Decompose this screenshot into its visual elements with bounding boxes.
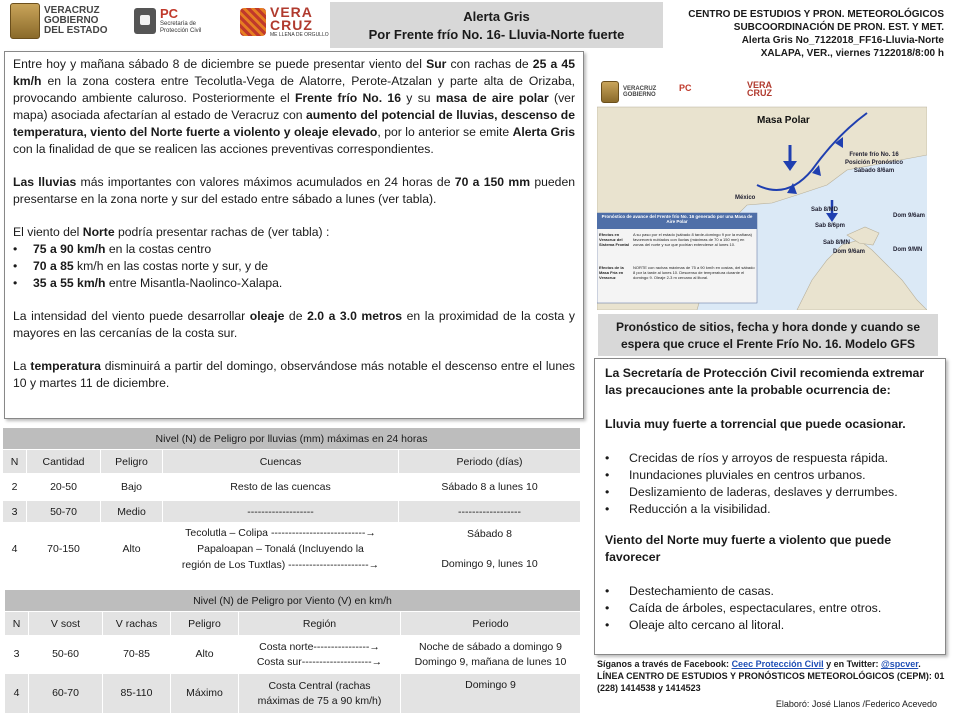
emphasis-text: Norte: [82, 225, 115, 239]
veracruz-logo: [10, 3, 108, 39]
body-text: disminuirá a partir del domingo, observándose más notable el descenso entre el lunes 10 y martes 11 de diciembre.: [13, 359, 575, 390]
rain-cell-peligro: Medio: [101, 501, 163, 523]
region-line: máximas de 75 a 90 km/h): [257, 694, 382, 707]
rain-cell-periodo: Sábado 8 a lunes 10: [399, 474, 581, 501]
emphasis-text: 75 a 90 km/h: [33, 242, 106, 256]
map-position-label: Sab 8/6pm: [815, 223, 846, 229]
table-row: [5, 636, 581, 674]
body-text: con la finalidad de que se realicen las acciones preventivas correspondientes.: [13, 142, 434, 156]
rain-cell-cuencas: Resto de las cuencas: [163, 474, 399, 501]
emphasis-text: Las lluvias: [13, 175, 77, 189]
paragraph-temperature: [13, 358, 575, 392]
phone-numbers: (228) 1414538 y 1414523: [597, 683, 701, 693]
map-logo-vera-line: CRUZ: [747, 88, 772, 98]
phone-line-title: LÍNEA CENTRO DE ESTUDIOS Y PRONÓSTICOS METEOROLÓGICOS (CEPM): 01: [597, 671, 945, 681]
map-logo-pc: PC: [679, 83, 692, 93]
emphasis-text: oleaje: [249, 309, 285, 323]
forecast-row-text: A su paso por el estado (sábado 8 tarde-domingo 9 por la mañana) favorecerá nublados con lluvias (máximas de 70 a 150 mm) en zonas del norte y sur que podrían extenderse al lunes 10.: [633, 232, 752, 247]
body-text: La: [13, 359, 31, 373]
wind-header-peligro: Peligro: [171, 612, 239, 636]
periodo-line: Domingo 9, mañana de lunes 10: [414, 655, 567, 668]
list-item: • Destechamiento de casas.: [605, 583, 935, 600]
rain-header-cuencas: Cuencas: [163, 450, 399, 474]
periodo-line: [399, 542, 580, 556]
body-text: en la zona costera entre Tecolutla-Vega de Alatorre, Perote-Atzalan y parte alta de Orizaba, provocando ambiente caluroso. Posteriormente el: [13, 74, 575, 105]
map-label-mexico: México: [735, 195, 756, 201]
rain-header-cantidad: Cantidad: [27, 450, 101, 474]
rain-cell-n: 3: [3, 501, 27, 523]
wind-danger-table: [4, 589, 581, 714]
pc-logo-sub1: Secretaría de: [160, 21, 197, 27]
twitter-suffix: .: [918, 659, 921, 669]
map-position-label: Dom 9/6am: [833, 249, 866, 255]
cuenca-line: región de Los Tuxtlas) -----------------------→: [181, 558, 380, 571]
map-label-masa-polar: Masa Polar: [757, 115, 810, 126]
org-line-4: XALAPA, VER., viernes 7122018/8:00 h: [760, 48, 944, 59]
frente-label-line: Posición Pronóstico: [845, 160, 904, 166]
logo-veracruz-line2: GOBIERNO: [44, 15, 99, 26]
wind-cell-n: 3: [5, 636, 29, 674]
map-veracruz-seal-icon: [601, 81, 619, 103]
body-text: entre Misantla-Naolinco-Xalapa.: [105, 276, 283, 290]
body-text: de: [284, 309, 308, 323]
rain-danger-table: [2, 427, 581, 575]
list-item: • Inundaciones pluviales en centros urbanos.: [605, 467, 935, 484]
cuenca-line: Papaloapan – Tonalá (Incluyendo la: [197, 542, 364, 555]
forecast-table-row: [599, 265, 755, 280]
vera-logo-line1: VERA: [270, 4, 313, 20]
map-caption-text: Pronóstico de sitios, fecha y hora donde y cuando se espera que cruce el Frente Frío No. 16. Modelo GFS: [615, 320, 921, 351]
emphasis-text: 70 a 85: [33, 259, 74, 273]
alert-title: Alerta Gris: [463, 9, 530, 24]
contact-footer: [597, 658, 947, 710]
rain-cell-cantidad: 50-70: [27, 501, 101, 523]
periodo-line: Domingo 9, lunes 10: [441, 557, 538, 570]
periodo-line: Noche de sábado a domingo 9: [418, 640, 563, 653]
forecast-row-label: Efectos en Veracruz del Sistema Frontal: [599, 232, 630, 247]
region-line: Costa norte----------------→: [259, 640, 380, 653]
wind-cell-region: [239, 636, 401, 674]
pc-logo: [134, 6, 201, 35]
wind-bullet-list: [13, 241, 575, 292]
emphasis-text: Alerta Gris: [512, 125, 575, 139]
emphasis-text: aumento del potencial de lluvias, descenso de temperatura, viento del Norte fuerte a violento y oleaje elevado: [13, 108, 576, 139]
rain-cell-n: 4: [3, 523, 27, 575]
paragraph-waves: [13, 308, 575, 342]
pc-shield-icon: [134, 8, 156, 34]
wind-bullet: [13, 275, 575, 292]
wind-heading: Viento del Norte muy fuerte a violento que puede favorecer: [605, 533, 892, 564]
rain-cell-cantidad: 20-50: [27, 474, 101, 501]
body-text: podría presentar rachas de (ver tabla) :: [114, 225, 330, 239]
alert-subtitle: Por Frente frío No. 16- Lluvia-Norte fuerte: [368, 27, 625, 42]
pc-logo-sub2: Protección Civil: [160, 28, 202, 34]
rain-cell-cuencas: [163, 523, 399, 575]
rain-header-periodo: Periodo (días): [399, 450, 581, 474]
wind-cell-peligro: Máximo: [171, 674, 239, 714]
body-text: en la costas centro: [105, 242, 212, 256]
wind-cell-periodo: [401, 636, 581, 674]
emphasis-text: 25 a 45 km/h: [13, 57, 575, 88]
forecast-row-text: NORTE con rachas máximas de 75 a 90 km/h en costas, del sábado 8 por la tarde al lunes 10. Descenso de temperatura durante el domingo 9. Oleaje 2-3 m cercano al litoral.: [633, 265, 755, 280]
map-label-frente: [845, 151, 903, 175]
org-header: [668, 8, 944, 60]
forecast-map: [597, 75, 927, 310]
map-caption: [598, 314, 938, 356]
periodo-line: Domingo 9: [465, 679, 516, 691]
wind-cell-region: [239, 674, 401, 714]
body-text: pueden presentarse en la zona norte y sur del estado entre sábado a lunes (ver tabla).: [13, 175, 575, 206]
facebook-link[interactable]: Ceec Protección Civil: [731, 659, 824, 669]
rain-cell-periodo: ------------------: [399, 501, 581, 523]
emphasis-text: masa de aire polar: [435, 91, 549, 105]
table-row: [5, 674, 581, 714]
table-row: [3, 501, 581, 523]
body-text: El viento del: [13, 225, 83, 239]
wind-cell-vrachas: 85-110: [103, 674, 171, 714]
wind-header-n: N: [5, 612, 29, 636]
wind-cell-vsost: 50-60: [29, 636, 103, 674]
twitter-link[interactable]: @spcver: [880, 659, 919, 669]
body-text: y su: [400, 91, 436, 105]
map-position-label: Sab 8/MD: [811, 207, 839, 213]
emphasis-text: Sur: [426, 57, 447, 71]
list-item: • Deslizamiento de laderas, deslaves y derrumbes.: [605, 484, 935, 501]
map-logo-vera: [747, 81, 772, 97]
body-text: en la proximidad de la costa y mayores en las cercanías de la costa sur.: [13, 309, 575, 340]
forecast-table-title: Pronóstico de avance del Frente frío No. 16 generado por una Masa de Aire Polar: [601, 214, 753, 224]
emphasis-text: 2.0 a 3.0 metros: [307, 309, 403, 323]
wind-header-region: Región: [239, 612, 401, 636]
veracruz-seal-icon: [10, 3, 40, 39]
paragraph-intro: [13, 56, 575, 158]
arrow-head-icon: [826, 213, 838, 222]
rain-heading: Lluvia muy fuerte a torrencial que puede ocasionar.: [605, 417, 906, 431]
body-text: La intensidad del viento puede desarrollar: [13, 309, 250, 323]
forecast-row-label: Efectos de la Masa Fría en Veracruz: [599, 265, 624, 280]
rain-cell-n: 2: [3, 474, 27, 501]
table-row: [3, 523, 581, 575]
region-line: Costa Central (rachas: [268, 679, 371, 692]
map-logo-line: VERACRUZ: [623, 86, 657, 92]
wind-cell-peligro: Alto: [171, 636, 239, 674]
wind-bullet: [13, 258, 575, 275]
map-position-label: Sab 8/MN: [823, 240, 851, 246]
wind-table-title: Nivel (N) de Peligro por Viento (V) en km/h: [5, 590, 581, 612]
map-position-label: Dom 9/MN: [893, 247, 923, 253]
rain-cell-cuencas: -------------------: [163, 501, 399, 523]
region-line: Costa sur--------------------→: [256, 655, 383, 668]
wind-bullet: [13, 241, 575, 258]
rain-cell-periodo: [399, 523, 581, 575]
map-logo-veracruz: [601, 81, 656, 103]
wind-header-vrachas: V rachas: [103, 612, 171, 636]
forecast-table-row: [599, 232, 755, 247]
list-item: • Crecidas de ríos y arroyos de respuesta rápida.: [605, 450, 935, 467]
periodo-line: Sábado 8: [467, 527, 512, 540]
wind-cell-vrachas: 70-85: [103, 636, 171, 674]
paragraph-wind: [13, 224, 575, 241]
logo-veracruz-line1: VERACRUZ: [44, 5, 100, 16]
map-logo-vera-line: VERA: [747, 80, 773, 90]
rain-header-n: N: [3, 450, 27, 474]
emphasis-text: Frente frío No. 16: [294, 91, 401, 105]
emphasis-text: 35 a 55 km/h: [33, 276, 106, 290]
map-position-label: Dom 9/6am: [893, 213, 926, 219]
cuenca-line: Tecolutla – Colipa ---------------------------→: [185, 526, 376, 539]
social-line: [597, 658, 947, 670]
wind-cell-periodo: [401, 674, 581, 714]
frente-label-line: Frente frío No. 16: [849, 152, 899, 158]
credits: Elaboró: José Llanos /Federico Acevedo: [775, 699, 937, 709]
wind-header-vsost: V sost: [29, 612, 103, 636]
body-text: , por lo anterior se emite: [377, 125, 513, 139]
recommendations-intro: La Secretaría de Protección Civil recomienda extremar las precauciones ante la probable ocurrencia de:: [605, 366, 925, 397]
org-line-2: SUBCOORDINACIÓN DE PRON. EST. Y MET.: [733, 22, 944, 33]
vera-logo-tagline: ME LLENA DE ORGULLO: [270, 32, 329, 38]
rain-table-title: Nivel (N) de Peligro por lluvias (mm) máximas en 24 horas: [3, 428, 581, 450]
twitter-prefix: y en Twitter:: [823, 659, 881, 669]
list-item: • Caída de árboles, espectaculares, entre otros.: [605, 600, 935, 617]
wind-header-periodo: Periodo: [401, 612, 581, 636]
wind-effects-list: [605, 583, 935, 634]
wind-cell-n: 4: [5, 674, 29, 714]
org-line-1: CENTRO DE ESTUDIOS Y PRON. METEOROLÓGICOS: [688, 9, 944, 20]
org-line-3: Alerta Gris No_7122018_FF16-Lluvia-Norte: [741, 35, 944, 46]
rain-table-header-row: [3, 450, 581, 474]
body-text: más importantes con valores máximos acumulados en 24 horas de: [76, 175, 455, 189]
body-text: con rachas de: [446, 57, 533, 71]
logo-veracruz-line3: DEL ESTADO: [44, 25, 108, 36]
rain-header-peligro: Peligro: [101, 450, 163, 474]
body-text: Entre hoy y mañana sábado 8 de diciembre se puede presentar viento del: [13, 57, 427, 71]
list-item: • Oleaje alto cercano al litoral.: [605, 617, 935, 634]
emphasis-text: 70 a 150 mm: [454, 175, 531, 189]
rain-cell-peligro: Alto: [101, 523, 163, 575]
paragraph-rain: [13, 174, 575, 208]
alert-title-box: [330, 2, 663, 48]
recommendations-box: [594, 358, 946, 655]
table-row: [3, 474, 581, 501]
vera-logo-line2: CRUZ: [270, 17, 313, 33]
list-item: • Reducción a la visibilidad.: [605, 501, 935, 518]
map-logo-line: GOBIERNO: [623, 92, 656, 98]
wind-table-header-row: [5, 612, 581, 636]
frente-label-line: Sábado 8/6am: [853, 168, 895, 174]
vera-emblem-icon: [240, 8, 266, 36]
rain-cell-cantidad: 70-150: [27, 523, 101, 575]
vera-logo: [240, 6, 329, 38]
body-text: (ver mapa) asociada afectarían al estado de Veracruz con: [13, 91, 576, 122]
rain-effects-list: [605, 450, 935, 518]
rain-cell-peligro: Bajo: [101, 474, 163, 501]
wind-cell-vsost: 60-70: [29, 674, 103, 714]
alert-description: [4, 51, 584, 419]
pc-logo-text: PC: [160, 6, 179, 21]
body-text: km/h en las costas norte y sur, y de: [73, 259, 269, 273]
emphasis-text: temperatura: [30, 359, 101, 373]
follow-prefix: Síganos a través de Facebook:: [597, 659, 732, 669]
